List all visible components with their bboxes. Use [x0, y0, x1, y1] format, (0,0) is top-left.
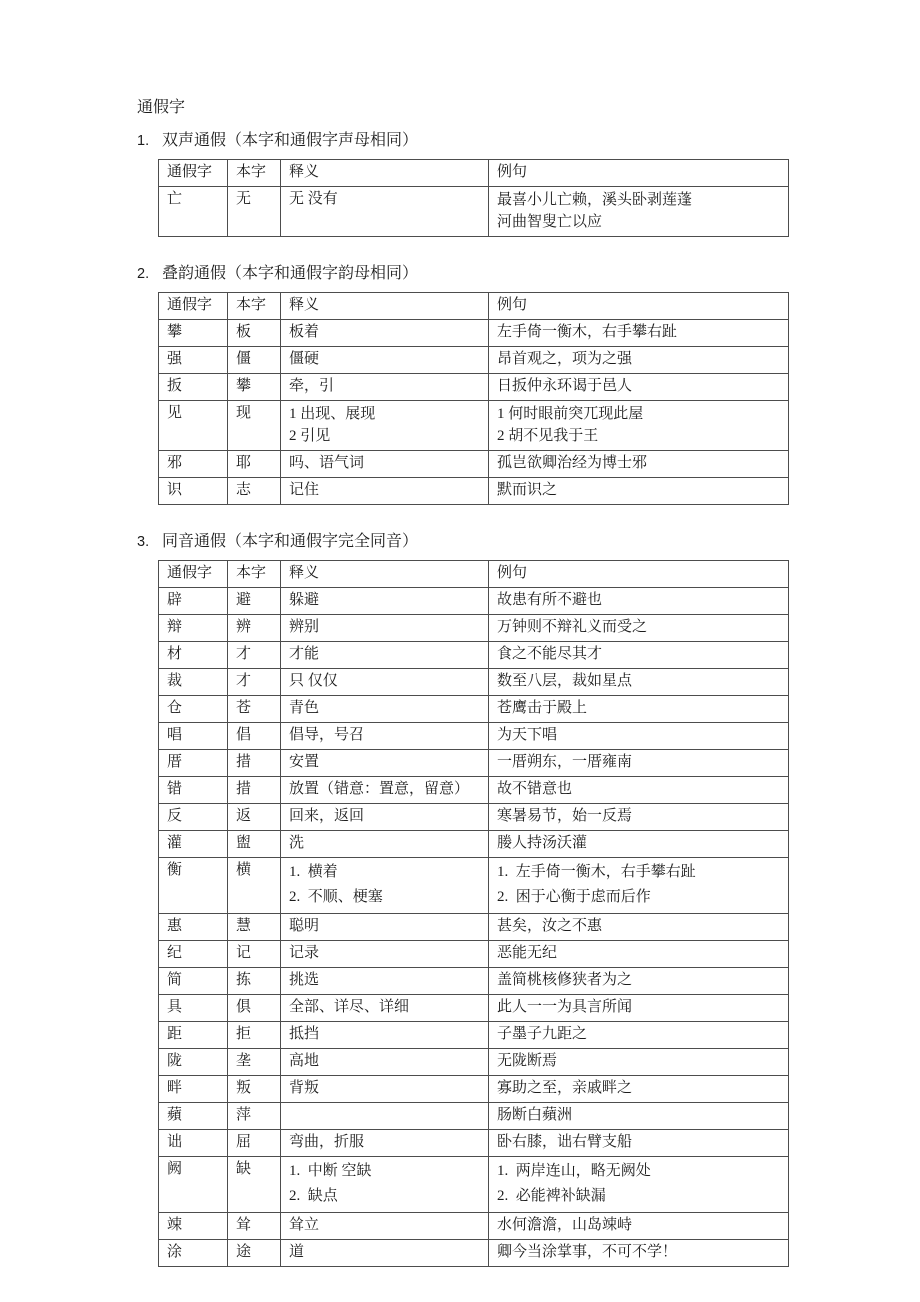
liju-cell: 默而识之: [489, 478, 789, 505]
liju-cell: 日扳仲永环谒于邑人: [489, 374, 789, 401]
tongjiazi-cell: 仓: [159, 696, 228, 723]
table-row: [159, 696, 789, 723]
shiyi-cell: 倡导，号召: [281, 723, 489, 750]
cell-line: 最喜小儿亡赖，溪头卧剥莲蓬: [497, 192, 693, 208]
tongjiazi-cell: 强: [159, 347, 228, 374]
section-number: 3.: [137, 534, 150, 550]
section-heading: [137, 132, 790, 150]
benzi-cell: 耶: [228, 451, 281, 478]
liju-cell: [489, 401, 789, 451]
column-header: 释义: [281, 160, 489, 187]
table-row: [159, 968, 789, 995]
section-heading-text: 双声通假（本字和通假字声母相同）: [162, 132, 419, 149]
liju-cell: 故患有所不避也: [489, 588, 789, 615]
table-row: [159, 1103, 789, 1130]
table-row: [159, 941, 789, 968]
cell-line: 1. 横着: [289, 864, 338, 880]
tongjiazi-cell: 蘋: [159, 1103, 228, 1130]
shiyi-cell: 弯曲，折服: [281, 1130, 489, 1157]
benzi-cell: 避: [228, 588, 281, 615]
column-header: 通假字: [159, 561, 228, 588]
benzi-cell: 倡: [228, 723, 281, 750]
column-header: 例句: [489, 160, 789, 187]
liju-cell: 水何澹澹，山岛竦峙: [489, 1213, 789, 1240]
shiyi-cell: [281, 858, 489, 914]
shiyi-cell: 安置: [281, 750, 489, 777]
liju-cell: 寡助之至，亲戚畔之: [489, 1076, 789, 1103]
benzi-cell: 辨: [228, 615, 281, 642]
liju-cell: 故不错意也: [489, 777, 789, 804]
benzi-cell: 才: [228, 642, 281, 669]
shiyi-cell: 躲避: [281, 588, 489, 615]
shiyi-cell: 高地: [281, 1049, 489, 1076]
liju-cell: 寒暑易节，始一反焉: [489, 804, 789, 831]
tongjiazi-cell: 具: [159, 995, 228, 1022]
table-header-row: [159, 293, 789, 320]
benzi-cell: 僵: [228, 347, 281, 374]
table-row: [159, 723, 789, 750]
tongjiazi-cell: 诎: [159, 1130, 228, 1157]
page-title: 通假字: [137, 99, 186, 116]
table-row: [159, 320, 789, 347]
cell-line: 2. 不顺、梗塞: [289, 889, 383, 905]
benzi-cell: 耸: [228, 1213, 281, 1240]
table-row: [159, 374, 789, 401]
benzi-cell: 叛: [228, 1076, 281, 1103]
benzi-cell: 苍: [228, 696, 281, 723]
benzi-cell: 垄: [228, 1049, 281, 1076]
table-row: [159, 858, 789, 914]
tongjiazi-cell: 简: [159, 968, 228, 995]
liju-cell: 昂首观之，项为之强: [489, 347, 789, 374]
tongjiazi-cell: 纪: [159, 941, 228, 968]
table-row: [159, 588, 789, 615]
shiyi-cell: 道: [281, 1240, 489, 1267]
liju-cell: 甚矣，汝之不惠: [489, 914, 789, 941]
liju-cell: [489, 187, 789, 237]
tongjiazi-cell: 裁: [159, 669, 228, 696]
table-row: [159, 831, 789, 858]
liju-cell: 万钟则不辩礼义而受之: [489, 615, 789, 642]
benzi-cell: 无: [228, 187, 281, 237]
cell-line: 1. 两岸连山，略无阙处: [497, 1163, 651, 1179]
liju-cell: 孤岂欲卿治经为博士邪: [489, 451, 789, 478]
tongjiazi-cell: 材: [159, 642, 228, 669]
tongjiazi-cell: 惠: [159, 914, 228, 941]
tongjiazi-cell: 距: [159, 1022, 228, 1049]
section-dieyun-tongjia: [137, 265, 790, 505]
liju-cell: 左手倚一衡木，右手攀右趾: [489, 320, 789, 347]
benzi-cell: 返: [228, 804, 281, 831]
benzi-cell: 慧: [228, 914, 281, 941]
benzi-cell: 记: [228, 941, 281, 968]
table-header-row: [159, 561, 789, 588]
table-row: [159, 478, 789, 505]
benzi-cell: 才: [228, 669, 281, 696]
table-row: [159, 995, 789, 1022]
shiyi-cell: 背叛: [281, 1076, 489, 1103]
tongjiazi-cell: 竦: [159, 1213, 228, 1240]
section-number: 2.: [137, 266, 150, 282]
liju-cell: 媵人持汤沃灌: [489, 831, 789, 858]
liju-cell: 数至八层，裁如星点: [489, 669, 789, 696]
shiyi-cell: 板着: [281, 320, 489, 347]
shiyi-cell: 吗、语气词: [281, 451, 489, 478]
tongjiazi-cell: 唱: [159, 723, 228, 750]
cell-line: 河曲智叟亡以应: [497, 214, 603, 230]
liju-cell: 一厝朔东，一厝雍南: [489, 750, 789, 777]
tongjiazi-cell: 涂: [159, 1240, 228, 1267]
liju-cell: 卿今当涂掌事，不可不学！: [489, 1240, 789, 1267]
liju-cell: 食之不能尽其才: [489, 642, 789, 669]
table-row: [159, 187, 789, 237]
section-shuangsheng-tongjia: [137, 132, 790, 237]
column-header: 释义: [281, 561, 489, 588]
shiyi-cell: 青色: [281, 696, 489, 723]
tongjiazi-cell: 反: [159, 804, 228, 831]
benzi-cell: 萍: [228, 1103, 281, 1130]
table-row: [159, 1022, 789, 1049]
benzi-cell: 现: [228, 401, 281, 451]
column-header: 通假字: [159, 160, 228, 187]
table-row: [159, 669, 789, 696]
table-row: [159, 1157, 789, 1213]
cell-line: 2. 困于心衡于虑而后作: [497, 889, 651, 905]
tongjiazi-cell: 见: [159, 401, 228, 451]
shiyi-cell: [281, 1103, 489, 1130]
benzi-cell: 措: [228, 750, 281, 777]
cell-line: 2 引见: [289, 428, 331, 444]
tongjiazi-cell: 衡: [159, 858, 228, 914]
table-row: [159, 1240, 789, 1267]
cell-line: 1 出现、展现: [289, 406, 376, 422]
table-row: [159, 1076, 789, 1103]
benzi-cell: 盥: [228, 831, 281, 858]
table-row: [159, 1213, 789, 1240]
column-header: 通假字: [159, 293, 228, 320]
liju-cell: 卧右膝，诎右臂支船: [489, 1130, 789, 1157]
shiyi-cell: 挑选: [281, 968, 489, 995]
shiyi-cell: 才能: [281, 642, 489, 669]
shiyi-cell: 洗: [281, 831, 489, 858]
table-row: [159, 642, 789, 669]
section-number: 1.: [137, 133, 150, 149]
liju-cell: 无陇断焉: [489, 1049, 789, 1076]
column-header: 本字: [228, 561, 281, 588]
benzi-cell: 拣: [228, 968, 281, 995]
shiyi-cell: 只 仅仅: [281, 669, 489, 696]
tongjiazi-cell: 畔: [159, 1076, 228, 1103]
section-heading-text: 叠韵通假（本字和通假字韵母相同）: [162, 265, 419, 282]
shiyi-cell: [281, 401, 489, 451]
column-header: 本字: [228, 293, 281, 320]
benzi-cell: 措: [228, 777, 281, 804]
table-row: [159, 401, 789, 451]
tongjiazi-table-1: [158, 159, 789, 237]
shiyi-cell: 牵，引: [281, 374, 489, 401]
cell-line: 1. 中断 空缺: [289, 1163, 372, 1179]
table-row: [159, 451, 789, 478]
tongjiazi-table-2: [158, 292, 789, 505]
column-header: 本字: [228, 160, 281, 187]
column-header: 例句: [489, 561, 789, 588]
benzi-cell: 途: [228, 1240, 281, 1267]
cell-line: 2 胡不见我于王: [497, 428, 599, 444]
cell-line: 2. 必能裨补缺漏: [497, 1188, 606, 1204]
shiyi-cell: 无 没有: [281, 187, 489, 237]
tongjiazi-cell: 厝: [159, 750, 228, 777]
shiyi-cell: 僵硬: [281, 347, 489, 374]
liju-cell: 恶能无纪: [489, 941, 789, 968]
table-row: [159, 804, 789, 831]
liju-cell: [489, 1157, 789, 1213]
cell-line: 1 何时眼前突兀现此屋: [497, 406, 644, 422]
shiyi-cell: [281, 1157, 489, 1213]
shiyi-cell: 全部、详尽、详细: [281, 995, 489, 1022]
table-header-row: [159, 160, 789, 187]
section-heading: [137, 265, 790, 283]
shiyi-cell: 放置（错意：置意，留意）: [281, 777, 489, 804]
liju-cell: 苍鹰击于殿上: [489, 696, 789, 723]
benzi-cell: 拒: [228, 1022, 281, 1049]
benzi-cell: 屈: [228, 1130, 281, 1157]
liju-cell: 子墨子九距之: [489, 1022, 789, 1049]
cell-line: 2. 缺点: [289, 1188, 338, 1204]
shiyi-cell: 耸立: [281, 1213, 489, 1240]
tongjiazi-cell: 灌: [159, 831, 228, 858]
tongjiazi-cell: 邪: [159, 451, 228, 478]
liju-cell: 盖简桃核修狭者为之: [489, 968, 789, 995]
tongjiazi-cell: 错: [159, 777, 228, 804]
benzi-cell: 缺: [228, 1157, 281, 1213]
cell-line: 1. 左手倚一衡木，右手攀右趾: [497, 864, 696, 880]
table-row: [159, 777, 789, 804]
section-heading: [137, 533, 790, 551]
table-row: [159, 750, 789, 777]
tongjiazi-cell: 攀: [159, 320, 228, 347]
section-tongyin-tongjia: [137, 533, 790, 1267]
tongjiazi-table-3: [158, 560, 789, 1267]
shiyi-cell: 记录: [281, 941, 489, 968]
tongjiazi-cell: 陇: [159, 1049, 228, 1076]
table-row: [159, 914, 789, 941]
liju-cell: 肠断白蘋洲: [489, 1103, 789, 1130]
tongjiazi-cell: 亡: [159, 187, 228, 237]
benzi-cell: 攀: [228, 374, 281, 401]
shiyi-cell: 聪明: [281, 914, 489, 941]
tongjiazi-cell: 阙: [159, 1157, 228, 1213]
table-row: [159, 615, 789, 642]
shiyi-cell: 辨别: [281, 615, 489, 642]
tongjiazi-cell: 扳: [159, 374, 228, 401]
table-row: [159, 1049, 789, 1076]
tongjiazi-cell: 识: [159, 478, 228, 505]
benzi-cell: 横: [228, 858, 281, 914]
shiyi-cell: 抵挡: [281, 1022, 489, 1049]
tongjiazi-cell: 辩: [159, 615, 228, 642]
table-row: [159, 1130, 789, 1157]
section-heading-text: 同音通假（本字和通假字完全同音）: [162, 533, 419, 550]
column-header: 例句: [489, 293, 789, 320]
liju-cell: [489, 858, 789, 914]
table-row: [159, 347, 789, 374]
liju-cell: 为天下唱: [489, 723, 789, 750]
benzi-cell: 志: [228, 478, 281, 505]
liju-cell: 此人一一为具言所闻: [489, 995, 789, 1022]
shiyi-cell: 回来，返回: [281, 804, 489, 831]
benzi-cell: 俱: [228, 995, 281, 1022]
benzi-cell: 板: [228, 320, 281, 347]
shiyi-cell: 记住: [281, 478, 489, 505]
tongjiazi-cell: 辟: [159, 588, 228, 615]
column-header: 释义: [281, 293, 489, 320]
